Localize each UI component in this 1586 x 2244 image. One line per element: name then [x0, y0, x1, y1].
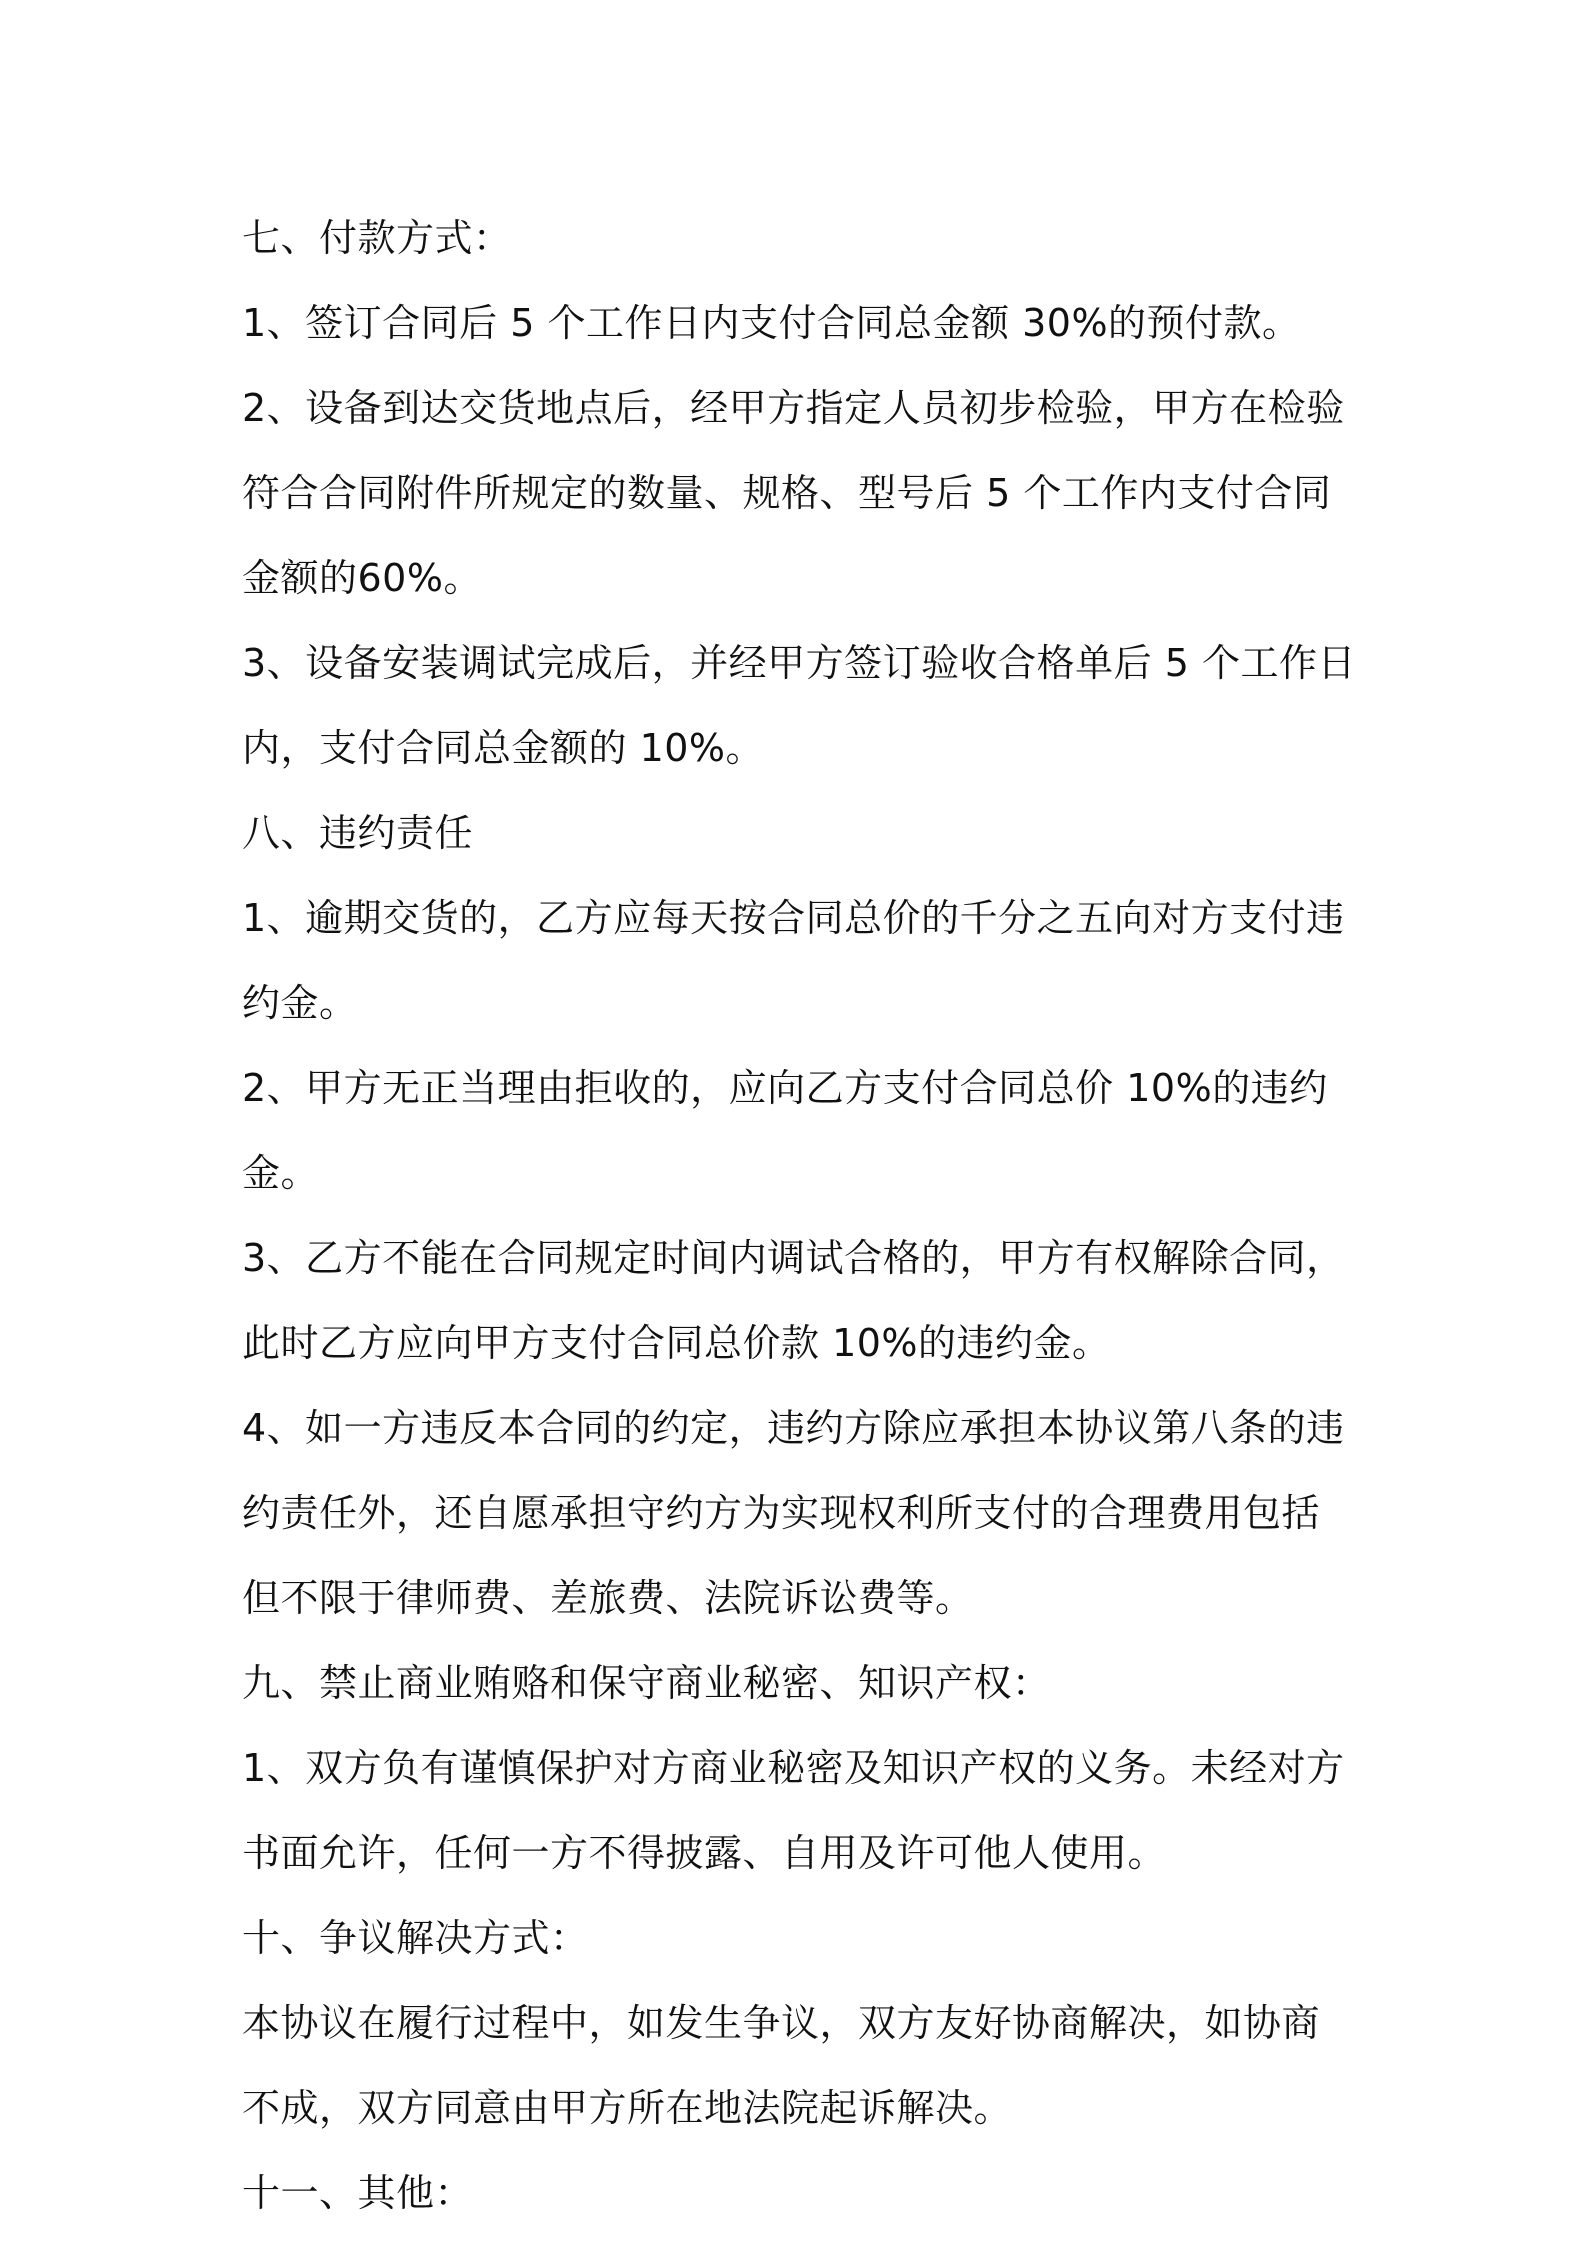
dispute-clause: 本协议在履行过程中，如发生争议，双方友好协商解决，如协商不成，双方同意由甲方所在地法院起诉解决。 — [242, 2001, 1321, 2130]
payment-clause-3: 3、设备安装调试完成后，并经甲方签订验收合格单后 5 个工作日内，支付合同总金额的 10%。 — [242, 641, 1357, 770]
section-heading-other: 十一、其他： — [242, 2171, 474, 2215]
liability-clause-2: 2、甲方无正当理由拒收的，应向乙方支付合同总价 10%的违约金。 — [242, 1066, 1328, 1195]
payment-clause-1: 1、签订合同后 5 个工作日内支付合同总金额 30%的预付款。 — [242, 301, 1301, 345]
payment-clause-2: 2、设备到达交货地点后，经甲方指定人员初步检验，甲方在检验符合合同附件所规定的数量、规格、型号后 5 个工作内支付合同金额的60%。 — [242, 386, 1345, 600]
section-heading-liability: 八、违约责任 — [242, 811, 474, 855]
section-heading-payment: 七、付款方式： — [242, 216, 512, 260]
liability-clause-1: 1、逾期交货的，乙方应每天按合同总价的千分之五向对方支付违约金。 — [242, 896, 1345, 1025]
confidentiality-clause-1: 1、双方负有谨慎保护对方商业秘密及知识产权的义务。未经对方书面允许，任何一方不得披露、自用及许可他人使用。 — [242, 1746, 1345, 1875]
liability-clause-4: 4、如一方违反本合同的约定，违约方除应承担本协议第八条的违约责任外，还自愿承担守约方为实现权利所支付的合理费用包括但不限于律师费、差旅费、法院诉讼费等。 — [242, 1406, 1345, 1620]
liability-clause-3: 3、乙方不能在合同规定时间内调试合格的，甲方有权解除合同，此时乙方应向甲方支付合同总价款 10%的违约金。 — [242, 1236, 1345, 1365]
contract-text — [242, 196, 1357, 2236]
section-heading-dispute: 十、争议解决方式： — [242, 1916, 589, 1960]
section-heading-confidentiality: 九、禁止商业贿赂和保守商业秘密、知识产权： — [242, 1661, 1051, 1705]
